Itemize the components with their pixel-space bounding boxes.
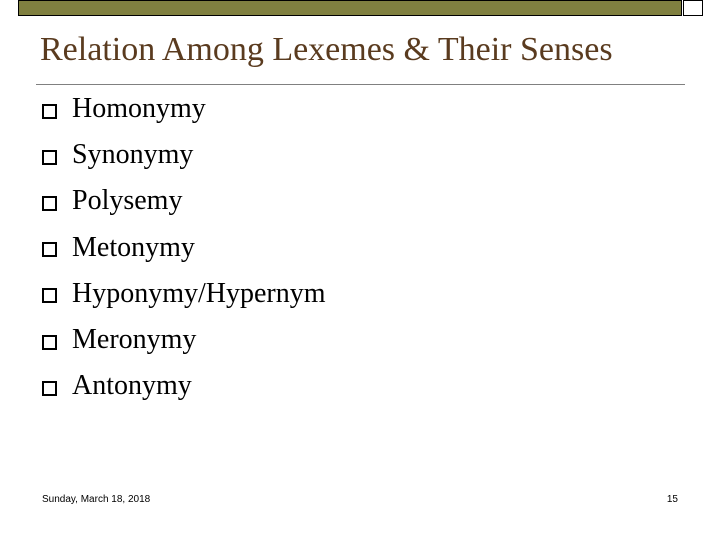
- hollow-square-icon: [42, 196, 57, 211]
- list-item: [42, 225, 326, 271]
- hollow-square-icon: [42, 381, 57, 396]
- list-item: [42, 317, 326, 363]
- hollow-square-icon: [42, 104, 57, 119]
- bullet-text: Synonymy: [72, 139, 194, 171]
- list-item: [42, 132, 326, 178]
- hollow-square-icon: [42, 150, 57, 165]
- list-item: [42, 363, 326, 409]
- corner-square-decoration: [683, 0, 703, 16]
- list-item: [42, 271, 326, 317]
- bullet-text: Antonymy: [72, 370, 192, 402]
- bullet-text: Polysemy: [72, 185, 183, 217]
- slide-title: Relation Among Lexemes & Their Senses: [40, 31, 613, 68]
- bullet-text: Meronymy: [72, 324, 197, 356]
- title-divider: [36, 84, 685, 85]
- list-item: [42, 86, 326, 132]
- top-accent-bar: [18, 0, 682, 16]
- hollow-square-icon: [42, 335, 57, 350]
- bullet-text: Metonymy: [72, 231, 195, 263]
- bullet-text: Hyponymy/Hypernym: [72, 277, 326, 309]
- footer-date: Sunday, March 18, 2018: [42, 494, 151, 505]
- page-number: 15: [666, 494, 678, 505]
- list-item: [42, 178, 326, 224]
- hollow-square-icon: [42, 288, 57, 303]
- bullet-list: [42, 86, 326, 409]
- hollow-square-icon: [42, 242, 57, 257]
- bullet-text: Homonymy: [72, 93, 206, 125]
